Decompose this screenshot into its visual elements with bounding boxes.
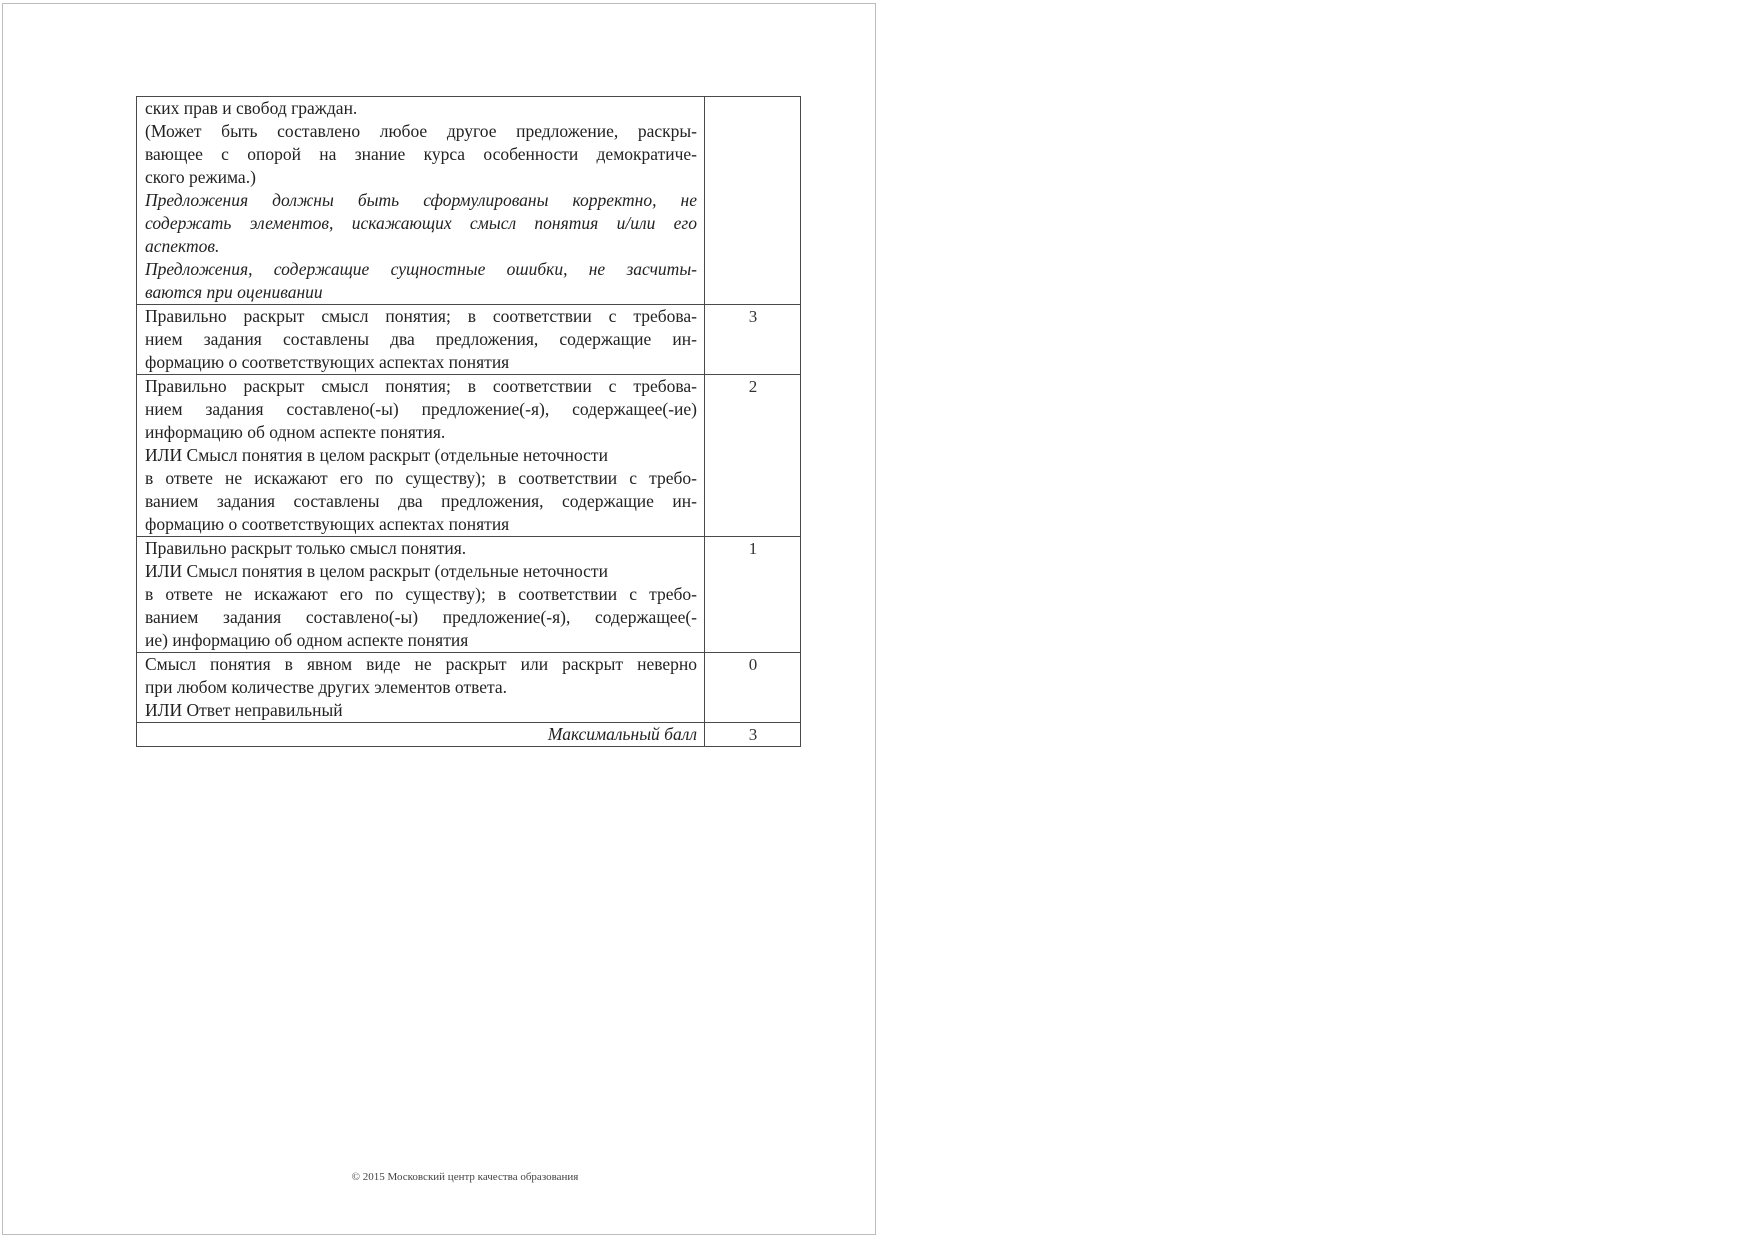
criteria-text-line: ского режима.) [145,167,256,187]
criteria-text-line: ие) информацию об одном аспекте понятия [145,630,469,650]
max-score-value: 3 [705,723,801,747]
criteria-text-line: Правильно раскрыт смысл понятия; в соответствии с требова- [145,306,697,326]
criteria-text-line: в ответе не искажают его по существу); в соответствии с требо- [145,584,697,604]
criteria-description-cell [137,653,705,723]
criteria-text-line: ИЛИ Смысл понятия в целом раскрыт (отдельные неточности [145,561,608,581]
criteria-text-line: вающее с опорой на знание курса особенности демократиче- [145,144,697,164]
criteria-row [137,537,801,653]
criteria-row [137,653,801,723]
criteria-score-cell: 3 [705,305,801,375]
criteria-text-line: ИЛИ Смысл понятия в целом раскрыт (отдельные неточности [145,445,608,465]
criteria-note-line: ваются при оценивании [145,282,323,302]
criteria-text-line: формацию о соответствующих аспектах понятия [145,352,510,372]
criteria-text-line: Смысл понятия в явном виде не раскрыт или раскрыт неверно [145,654,697,674]
criteria-description-cell [137,537,705,653]
criteria-row [137,375,801,537]
criteria-text-line: ИЛИ Ответ неправильный [145,700,343,720]
criteria-row [137,97,801,305]
criteria-row [137,305,801,375]
criteria-text-line: ских прав и свобод граждан. [145,98,358,118]
page-footer-copyright: © 2015 Московский центр качества образования [351,1171,579,1183]
criteria-text-line: Правильно раскрыт только смысл понятия. [145,538,467,558]
criteria-description-cell [137,97,705,305]
criteria-note-line: Предложения, содержащие сущностные ошибки, не засчиты- [145,259,697,279]
criteria-text-line: ванием задания составлено(-ы) предложение(-я), содержащее(- [145,607,697,627]
criteria-text-line: информацию об одном аспекте понятия. [145,422,446,442]
criteria-text-line: при любом количестве других элементов ответа. [145,677,508,697]
criteria-text-line: нием задания составлено(-ы) предложение(-я), содержащее(-ие) [145,399,697,419]
grading-criteria-table [136,96,801,747]
max-score-row [137,723,801,747]
criteria-score-cell: 1 [705,537,801,653]
grading-table-body [137,97,801,747]
criteria-score-cell [705,97,801,305]
criteria-text-line: Правильно раскрыт смысл понятия; в соответствии с требова- [145,376,697,396]
criteria-note-line: аспектов. [145,236,220,256]
document-page [2,3,876,1235]
criteria-description-cell [137,375,705,537]
criteria-text-line: ванием задания составлены два предложения, содержащие ин- [145,491,697,511]
criteria-text-line: (Может быть составлено любое другое предложение, раскры- [145,121,697,141]
criteria-text-line: формацию о соответствующих аспектах понятия [145,514,510,534]
criteria-score-cell: 2 [705,375,801,537]
criteria-text-line: нием задания составлены два предложения, содержащие ин- [145,329,697,349]
criteria-text-line: в ответе не искажают его по существу); в соответствии с требо- [145,468,697,488]
max-score-label: Максимальный балл [137,723,705,747]
criteria-note-line: содержать элементов, искажающих смысл понятия и/или его [145,213,697,233]
criteria-description-cell [137,305,705,375]
criteria-note-line: Предложения должны быть сформулированы корректно, не [145,190,697,210]
criteria-score-cell: 0 [705,653,801,723]
